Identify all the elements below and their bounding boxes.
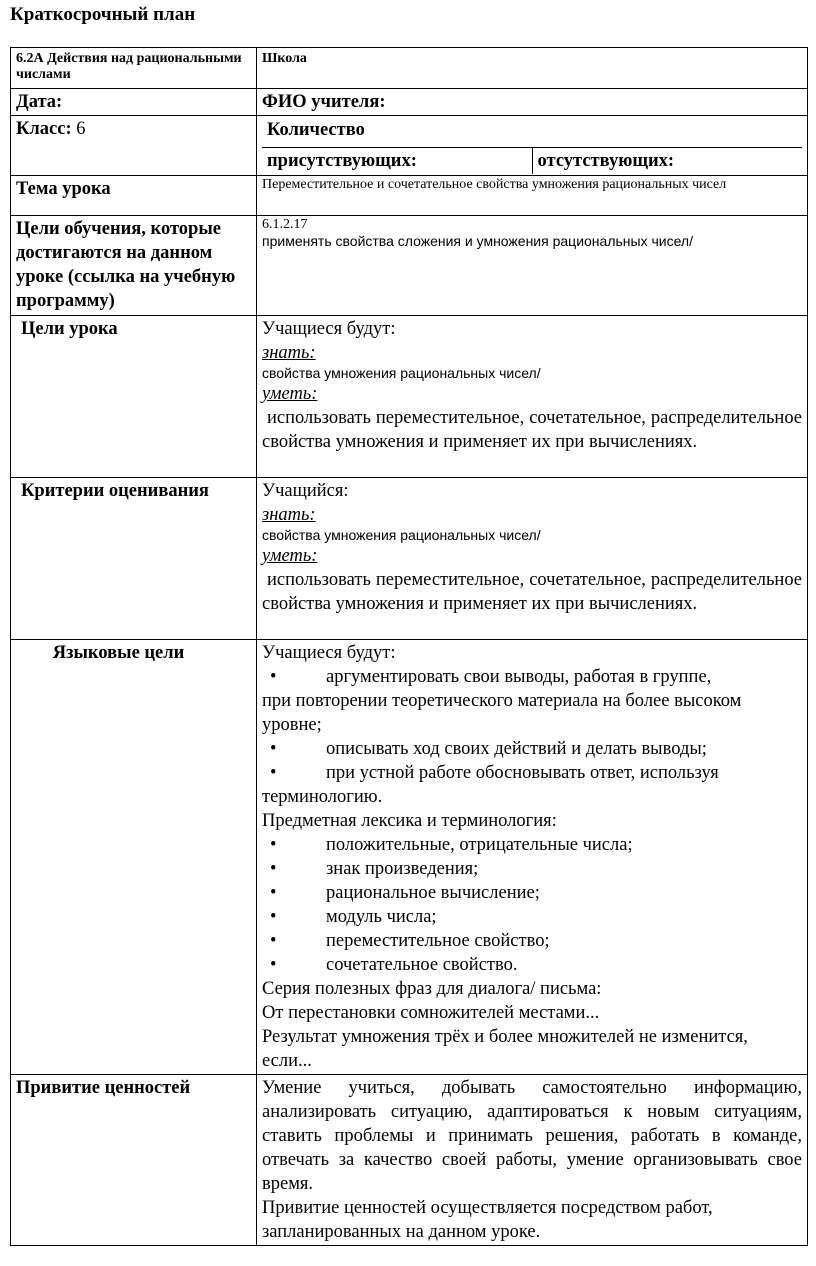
goals-able-text: использовать переместительное, сочетательное, распределительное свойства умножения и применяет их при вычислениях. <box>262 408 807 452</box>
absent-label: отсутствующих: <box>537 151 675 171</box>
language-item: при устной работе обосновывать ответ, используя <box>326 763 719 783</box>
row-language <box>11 640 808 1075</box>
topic-label-cell <box>11 176 257 216</box>
criteria-able-text: использовать переместительное, сочетательное, распределительное свойства умножения и применяет их при вычислениях. <box>262 570 807 614</box>
phrase-item: Результат умножения трёх и более множителей не изменится, если... <box>262 1027 748 1071</box>
values-value-cell <box>257 1075 808 1246</box>
goals-value-cell <box>257 316 808 478</box>
vocab-item: переместительное свойство; <box>326 931 550 951</box>
list-item <box>262 905 802 929</box>
vocab-item: знак произведения; <box>326 859 479 879</box>
date-label: Дата: <box>16 92 63 112</box>
vocab-title: Предметная лексика и терминология: <box>262 811 557 831</box>
row-criteria <box>11 478 808 640</box>
count-cell <box>257 116 808 176</box>
values-label: Привитие ценностей <box>16 1078 191 1098</box>
criteria-label-cell <box>11 478 257 640</box>
bullet-icon: • <box>270 667 277 687</box>
list-item <box>262 737 802 761</box>
class-value: 6 <box>76 119 86 139</box>
phrase-item: От перестановки сомножителей местами... <box>262 1003 600 1023</box>
present-label: присутствующих: <box>267 151 417 171</box>
bullet-icon: • <box>270 763 277 783</box>
list-item <box>262 833 802 857</box>
vocab-item: сочетательное свойство. <box>326 955 518 975</box>
goals-intro: Учащиеся будут: <box>262 319 396 339</box>
topic-value-cell <box>257 176 808 216</box>
count-label: Количество <box>267 120 365 140</box>
bullet-icon: • <box>270 907 277 927</box>
criteria-know-text: свойства умножения рациональных чисел/ <box>262 527 541 543</box>
list-item <box>262 881 802 905</box>
criteria-know: знать: <box>262 505 316 525</box>
bullet-icon: • <box>270 883 277 903</box>
language-value-cell <box>257 640 808 1075</box>
phrases-title: Серия полезных фраз для диалога/ письма: <box>262 979 602 999</box>
school-cell <box>257 48 808 89</box>
list-item <box>262 761 802 785</box>
language-item: аргументировать свои выводы, работая в группе, <box>326 667 712 687</box>
criteria-value-cell <box>257 478 808 640</box>
criteria-intro: Учащийся: <box>262 481 349 501</box>
bullet-icon: • <box>270 859 277 879</box>
objectives-value-cell <box>257 216 808 316</box>
vocab-item: положительные, отрицательные числа; <box>326 835 633 855</box>
language-label-cell <box>11 640 257 1075</box>
objectives-label: Цели обучения, которые достигаются на данном уроке (ссылка на учебную программу) <box>16 219 236 311</box>
list-item <box>262 665 802 689</box>
vocab-item: модуль числа; <box>326 907 437 927</box>
goals-label: Цели урока <box>21 319 118 339</box>
row-date <box>11 89 808 116</box>
teacher-cell <box>257 89 808 116</box>
bullet-icon: • <box>270 835 277 855</box>
language-item-cont: терминологию. <box>262 787 383 807</box>
topic-value: Переместительное и сочетательное свойства умножения рациональных чисел <box>262 177 727 192</box>
bullet-icon: • <box>270 955 277 975</box>
goals-label-cell <box>11 316 257 478</box>
criteria-label: Критерии оценивания <box>21 481 209 501</box>
section-cell <box>11 48 257 89</box>
objectives-code: 6.1.2.17 <box>262 217 308 232</box>
row-class <box>11 116 808 176</box>
values-label-cell <box>11 1075 257 1246</box>
bullet-icon: • <box>270 931 277 951</box>
row-objectives <box>11 216 808 316</box>
date-cell <box>11 89 257 116</box>
row-lesson-goals <box>11 316 808 478</box>
criteria-able: уметь: <box>262 546 318 566</box>
values-text-1: Умение учиться, добывать самостоятельно информацию, анализировать ситуацию, адаптироваться к новым ситуациям, ставить проблемы и принимать решения, работать в команде, отвечать за качество своей работы, умение организовывать свое время. <box>262 1078 802 1194</box>
objectives-label-cell <box>11 216 257 316</box>
language-label: Языковые цели <box>52 643 185 663</box>
vocab-item: рациональное вычисление; <box>326 883 540 903</box>
list-item <box>262 857 802 881</box>
teacher-label: ФИО учителя: <box>262 92 386 112</box>
topic-label: Тема урока <box>16 179 111 199</box>
section-title: 6.2А Действия над рациональными числами <box>16 51 242 82</box>
document-title: Краткосрочный план <box>10 4 196 25</box>
school-label: Школа <box>262 51 307 66</box>
row-topic <box>11 176 808 216</box>
class-label: Класс: <box>16 119 72 139</box>
goals-know: знать: <box>262 343 316 363</box>
values-text-2: Привитие ценностей осуществляется посредством работ, запланированных на данном уроке. <box>262 1198 713 1242</box>
goals-able: уметь: <box>262 384 318 404</box>
class-cell <box>11 116 257 176</box>
lesson-plan-table <box>10 47 808 1246</box>
language-item-cont: при повторении теоретического материала на более высоком уровне; <box>262 691 742 735</box>
row-values <box>11 1075 808 1246</box>
language-intro: Учащиеся будут: <box>262 643 396 663</box>
goals-know-text: свойства умножения рациональных чисел/ <box>262 365 541 381</box>
list-item <box>262 929 802 953</box>
objectives-text: применять свойства сложения и умножения рациональных чисел/ <box>262 233 693 249</box>
bullet-icon: • <box>270 739 277 759</box>
list-item <box>262 953 802 977</box>
row-header <box>11 48 808 89</box>
language-item: описывать ход своих действий и делать выводы; <box>326 739 707 759</box>
